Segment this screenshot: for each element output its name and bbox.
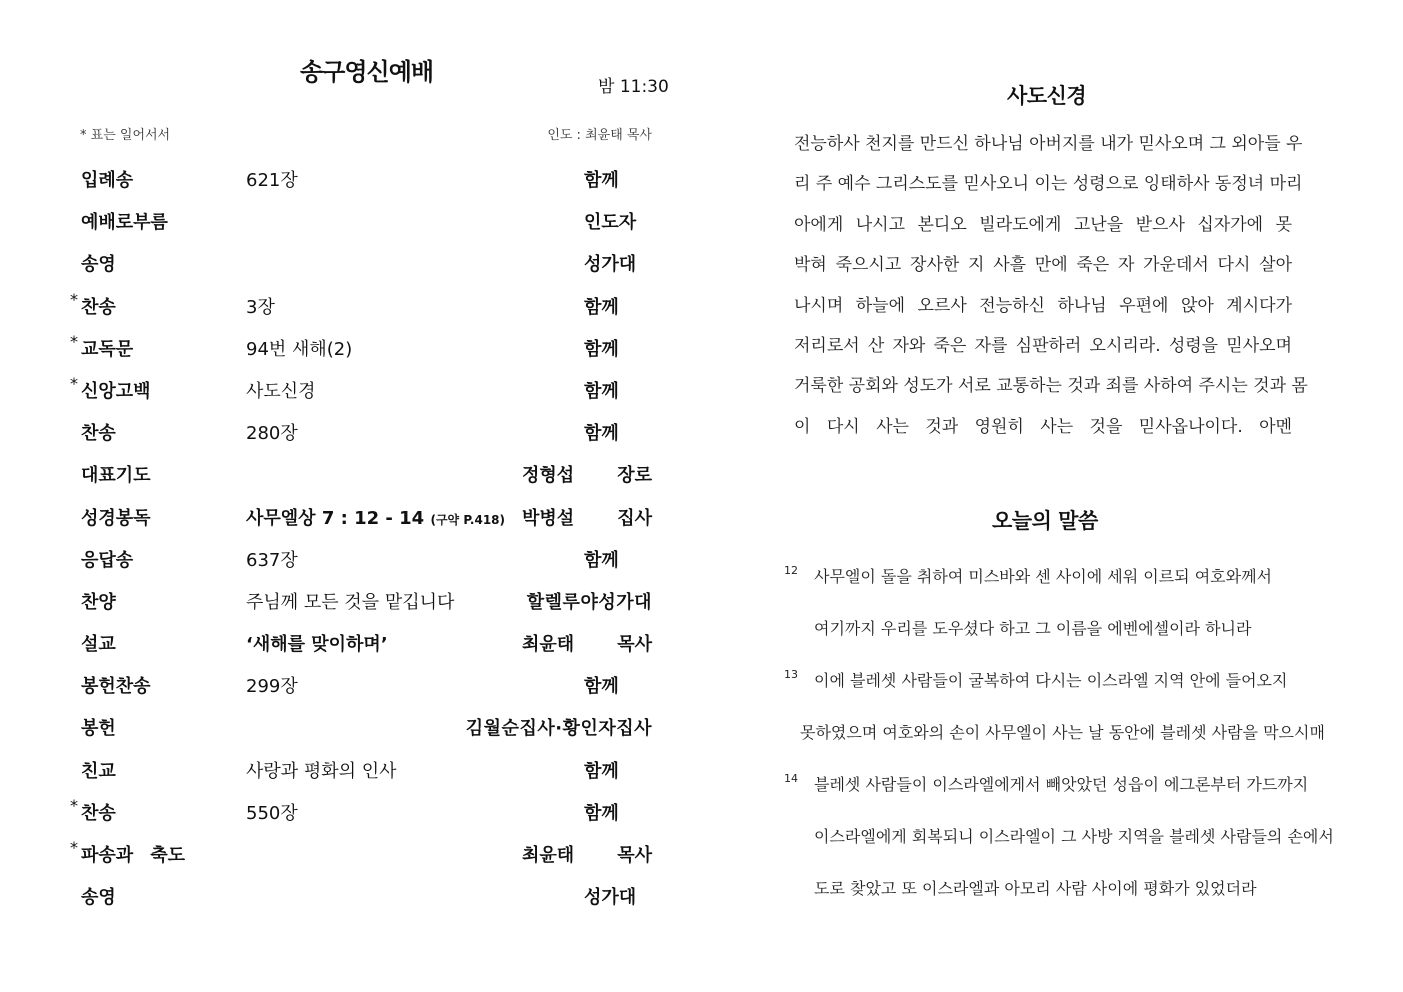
order-item-detail xyxy=(246,504,505,530)
verse-number: 14 xyxy=(784,772,798,785)
scripture-passage xyxy=(784,556,1344,920)
order-item-leader: 박병설 집사 xyxy=(522,507,652,529)
order-item-leader: 함께 xyxy=(584,296,619,318)
order-item-detail xyxy=(246,377,316,403)
order-item-detail xyxy=(246,630,388,656)
standing-note: * 표는 일어서서 xyxy=(80,128,171,143)
order-item-detail-text: 550장 xyxy=(246,802,298,824)
order-item-detail xyxy=(246,419,298,445)
order-item-name: 신앙고백 xyxy=(81,380,151,402)
order-item-leader: 최윤태 목사 xyxy=(522,845,652,866)
verse-line xyxy=(784,816,1344,868)
standing-marker: * xyxy=(70,331,78,351)
order-item-detail xyxy=(246,672,298,698)
creed-title: 사도신경 xyxy=(1007,84,1087,108)
order-item-name: 송영 xyxy=(81,887,116,909)
order-row xyxy=(70,748,652,790)
standing-marker: * xyxy=(70,373,78,393)
verse-text: 블레셋 사람들이 이스라엘에게서 빼앗았던 성읍이 에그론부터 가드까지 xyxy=(814,775,1309,794)
order-item-name: 예배로부름 xyxy=(81,212,168,234)
order-item-detail xyxy=(246,757,397,783)
order-row xyxy=(70,241,652,283)
order-row xyxy=(70,579,652,621)
order-of-worship-list xyxy=(70,157,652,916)
order-row xyxy=(70,410,652,452)
order-item-leader: 함께 xyxy=(584,338,619,360)
order-item-leader: 성가대 xyxy=(584,887,637,909)
verse-text: 여기까지 우리를 도우셨다 하고 그 이름을 에벤에셀이라 하니라 xyxy=(814,619,1252,638)
order-item-leader: 함께 xyxy=(584,423,619,445)
verse-line xyxy=(784,868,1344,920)
order-item-name: 봉헌찬송 xyxy=(81,676,151,698)
order-item-name: 찬송 xyxy=(81,802,116,824)
order-item-name: 찬송 xyxy=(81,423,116,445)
order-row xyxy=(70,326,652,368)
order-item-detail xyxy=(246,588,454,614)
creed-line: 전능하사 천지를 만드신 하나님 아버지를 내가 믿사오며 그 외아들 우 xyxy=(794,134,1303,154)
worship-order-page xyxy=(0,0,700,992)
order-row xyxy=(70,874,652,916)
order-item-name: 송영 xyxy=(81,254,116,276)
verse-text: 사무엘이 돌을 취하여 미스바와 센 사이에 세워 이르되 여호와께서 xyxy=(814,567,1273,586)
verse-text: 못하였으며 여호와의 손이 사무엘이 사는 날 동안에 블레셋 사람을 막으시매 xyxy=(800,723,1325,742)
order-item-leader: 함께 xyxy=(584,802,619,824)
order-item-name: 설교 xyxy=(81,634,116,656)
order-item-leader: 함께 xyxy=(584,760,619,782)
order-item-detail-text: 280장 xyxy=(246,423,298,445)
order-item-detail-text: 299장 xyxy=(246,676,298,698)
order-item-name: 친교 xyxy=(81,760,116,782)
order-item-leader: 정형섭 장로 xyxy=(522,465,652,487)
order-row xyxy=(70,832,652,874)
creed-line: 거룩한 공회와 성도가 서로 교통하는 것과 죄를 사하여 주시는 것과 몸 xyxy=(794,376,1308,397)
verse-number: 12 xyxy=(784,564,798,577)
order-item-leader: 인도자 xyxy=(584,212,637,234)
order-item-leader: 성가대 xyxy=(584,254,637,276)
order-row xyxy=(70,368,652,410)
order-item-name: 입례송 xyxy=(81,170,134,191)
creed-line: 박혀 죽으시고 장사한 지 사흘 만에 죽은 자 가운데서 다시 살아 xyxy=(794,255,1292,276)
apostles-creed-text xyxy=(794,124,1308,447)
creed-line: 저리로서 산 자와 죽은 자를 심판하러 오시리라. 성령을 믿사오며 xyxy=(794,335,1292,356)
order-row xyxy=(70,495,652,537)
order-item-detail xyxy=(246,799,298,825)
order-row xyxy=(70,284,652,326)
creed-line: 이 다시 사는 것과 영원히 사는 것을 믿사옵나이다. 아멘 xyxy=(794,416,1292,437)
order-row xyxy=(70,452,652,494)
order-item-detail-text: 사도신경 xyxy=(246,380,316,402)
order-item-detail xyxy=(246,293,275,319)
verse-line xyxy=(784,608,1344,660)
order-item-detail xyxy=(246,546,298,572)
order-item-detail xyxy=(246,166,298,192)
order-item-detail-text: ‘새해를 맞이하며’ xyxy=(246,634,388,656)
leader-note: 인도 : 최윤태 목사 xyxy=(547,128,652,143)
order-item-leader: 최윤태 목사 xyxy=(522,634,652,656)
order-item-leader: 김월순집사·황인자집사 xyxy=(465,718,652,740)
order-row xyxy=(70,663,652,705)
order-row xyxy=(70,157,652,199)
order-item-name: 응답송 xyxy=(81,549,134,571)
creed-line: 아에게 나시고 본디오 빌라도에게 고난을 받으사 십자가에 못 xyxy=(794,214,1292,235)
creed-line: 나시며 하늘에 오르사 전능하신 하나님 우편에 앉아 계시다가 xyxy=(794,295,1292,316)
order-item-name: 교독문 xyxy=(81,338,134,360)
order-item-name: 찬양 xyxy=(81,591,116,613)
verse-line xyxy=(784,712,1344,764)
order-item-leader: 함께 xyxy=(584,549,619,571)
verse-text: 도로 찾았고 또 이스라엘과 아모리 사람 사이에 평화가 있었더라 xyxy=(814,879,1257,898)
order-row xyxy=(70,621,652,663)
service-title: 송구영신예배 xyxy=(300,58,434,86)
order-row xyxy=(70,790,652,832)
verse-text: 이에 블레셋 사람들이 굴복하여 다시는 이스라엘 지역 안에 들어오지 xyxy=(814,671,1288,690)
order-item-name: 대표기도 xyxy=(81,465,151,487)
order-item-leader: 함께 xyxy=(584,380,619,402)
verse-text: 이스라엘에게 회복되니 이스라엘이 그 사방 지역을 블레셋 사람들의 손에서 xyxy=(814,827,1334,846)
order-item-leader: 함께 xyxy=(584,170,619,191)
order-row xyxy=(70,199,652,241)
order-item-detail-text: 637장 xyxy=(246,549,298,571)
order-item-name: 파송과 축도 xyxy=(81,845,185,866)
order-item-detail xyxy=(246,335,352,361)
standing-marker: * xyxy=(70,289,78,309)
order-item-detail-text: 621장 xyxy=(246,170,298,191)
scripture-page-ref: (구약 P.418) xyxy=(430,512,505,527)
order-item-name: 찬송 xyxy=(81,296,116,318)
order-item-leader: 할렐루야성가대 xyxy=(526,591,652,613)
standing-marker: * xyxy=(70,795,78,815)
verse-line xyxy=(784,660,1344,712)
order-row xyxy=(70,705,652,747)
verse-number: 13 xyxy=(784,668,798,681)
order-item-detail-text: 3장 xyxy=(246,296,275,318)
verse-line xyxy=(784,556,1344,608)
order-item-detail-text: 사무엘상 7 : 12 - 14 xyxy=(246,507,425,529)
order-item-name: 성경봉독 xyxy=(81,507,151,529)
creed-and-scripture-page xyxy=(700,0,1403,992)
standing-marker: * xyxy=(70,838,78,857)
order-item-name: 봉헌 xyxy=(81,718,116,740)
order-item-detail-text: 94번 새해(2) xyxy=(246,338,353,360)
service-time: 밤 11:30 xyxy=(598,77,669,97)
order-item-detail-text: 주님께 모든 것을 맡깁니다 xyxy=(246,591,455,613)
verse-line xyxy=(784,764,1344,816)
order-item-detail-text: 사랑과 평화의 인사 xyxy=(246,760,397,782)
creed-line: 리 주 예수 그리스도를 믿사오니 이는 성령으로 잉태하사 동정녀 마리 xyxy=(794,174,1303,195)
todays-word-title: 오늘의 말씀 xyxy=(992,509,1098,533)
order-row xyxy=(70,537,652,579)
order-item-leader: 함께 xyxy=(584,676,619,698)
